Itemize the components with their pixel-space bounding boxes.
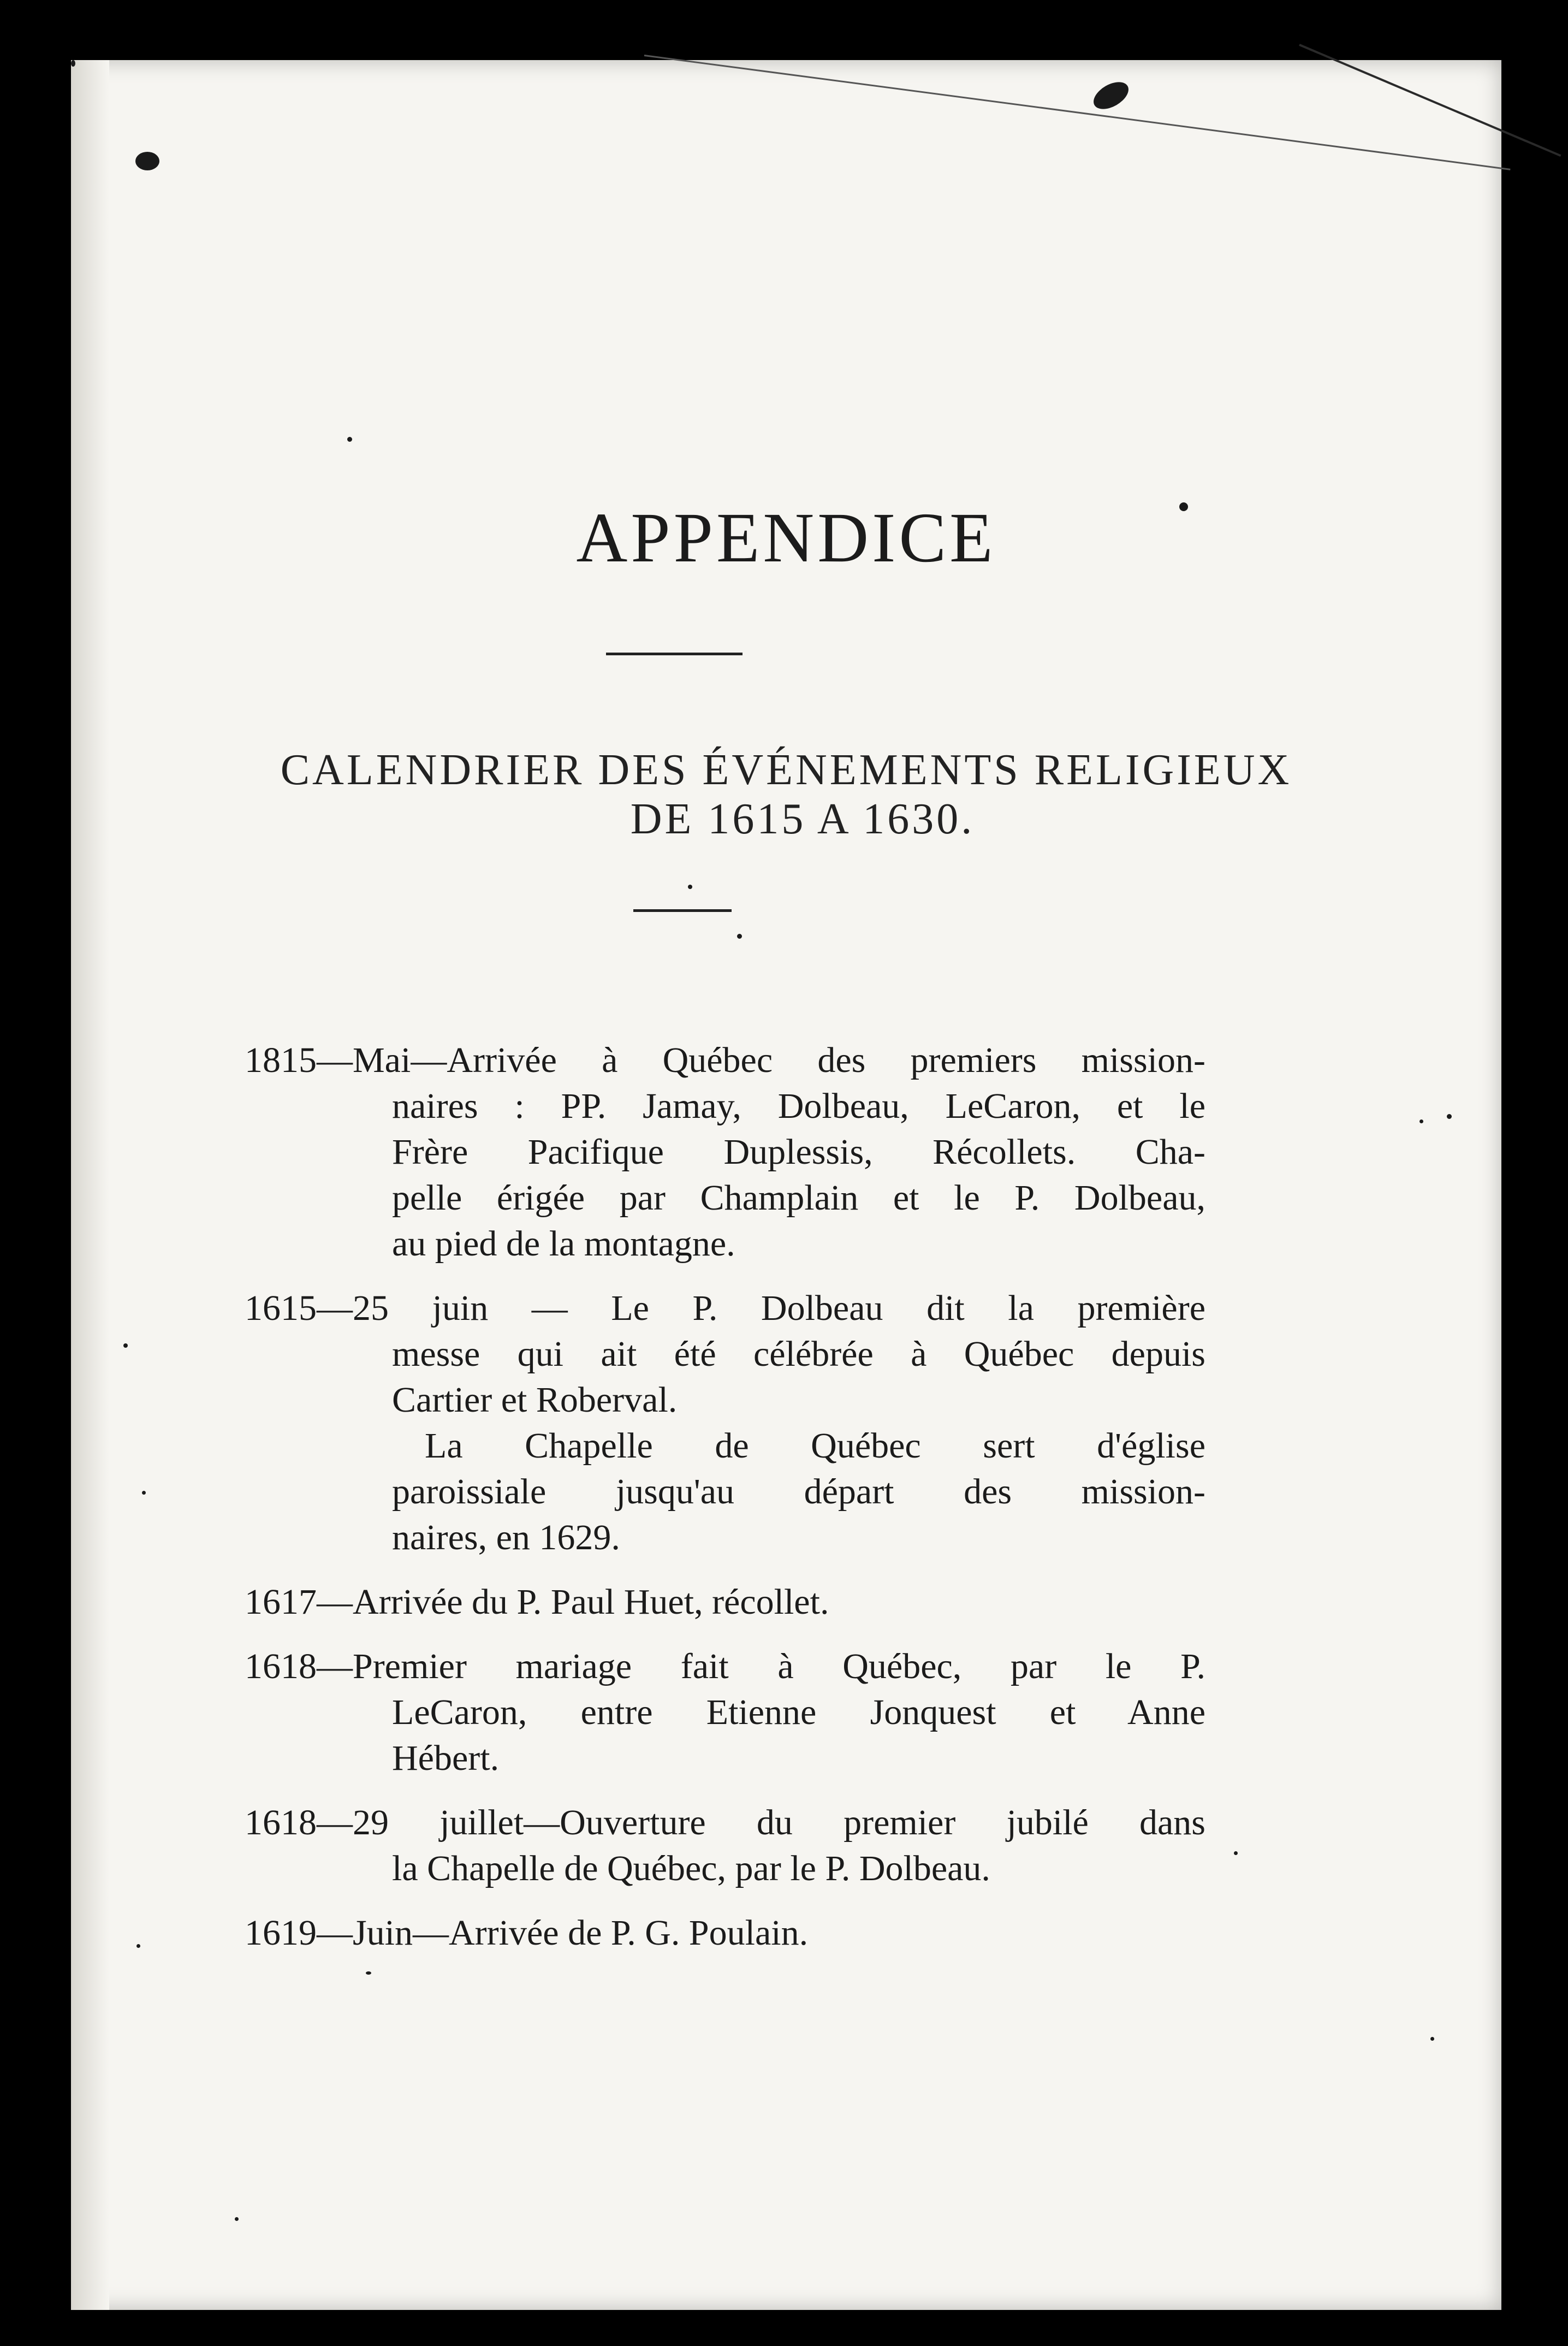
entry-line: 1615—25 juin — Le P. Dolbeau dit la première — [245, 1288, 1205, 1328]
entry-line: naires : PP. Jamay, Dolbeau, LeCaron, et le — [392, 1086, 1205, 1126]
event-entry — [245, 1038, 1205, 1267]
entry-line: LeCaron, entre Etienne Jonquest et Anne — [392, 1692, 1205, 1732]
entry-line: 1619—Juin—Arrivée de P. G. Poulain. — [245, 1913, 809, 1953]
ink-speck — [135, 152, 159, 170]
entry-line: 1618—29 juillet—Ouverture du premier jubilé dans — [245, 1803, 1205, 1843]
entry-line: messe qui ait été célébrée à Québec depuis — [392, 1334, 1205, 1374]
ink-speck — [71, 60, 75, 67]
ink-speck — [1430, 2037, 1434, 2041]
entry-line: Frère Pacifique Duplessis, Récollets. Cha- — [392, 1132, 1205, 1172]
ink-speck — [235, 2217, 239, 2221]
event-entry — [245, 1579, 1205, 1625]
entry-line: Hébert. — [392, 1738, 500, 1778]
entry-line: paroissiale jusqu'au départ des mission- — [392, 1472, 1205, 1512]
ink-speck — [688, 885, 692, 889]
ink-speck — [142, 1491, 146, 1495]
event-entry — [245, 1910, 1205, 1956]
page-title: APPENDICE — [576, 499, 996, 577]
calendar-heading-line-1: CALENDRIER DES ÉVÉNEMENTS RELIGIEUX — [280, 746, 1292, 794]
entry-line: au pied de la montagne. — [392, 1224, 735, 1264]
scan-artifact-line — [1299, 44, 1561, 157]
page-spine-shadow — [71, 60, 109, 2310]
ink-speck — [123, 1343, 128, 1348]
entry-line: 1617—Arrivée du P. Paul Huet, récollet. — [245, 1582, 829, 1622]
heading-divider — [633, 909, 732, 912]
ink-speck — [737, 934, 742, 939]
ink-speck — [136, 1944, 140, 1948]
ink-speck — [1447, 1114, 1452, 1119]
title-divider — [606, 653, 743, 655]
entry-line: la Chapelle de Québec, par le P. Dolbeau. — [392, 1849, 990, 1888]
ink-speck — [347, 437, 352, 442]
events-list — [245, 1038, 1205, 1975]
ink-speck — [1419, 1119, 1423, 1123]
ink-speck — [1234, 1851, 1238, 1855]
event-entry — [245, 1285, 1205, 1561]
entry-line: La Chapelle de Québec sert d'église — [425, 1426, 1205, 1466]
entry-line: 1815—Mai—Arrivée à Québec des premiers mission- — [245, 1040, 1205, 1080]
event-entry — [245, 1800, 1205, 1892]
scan-artifact-line — [644, 55, 1511, 170]
entry-line: pelle érigée par Champlain et le P. Dolbeau, — [392, 1178, 1205, 1218]
entry-line: Cartier et Roberval. — [392, 1380, 678, 1420]
calendar-heading-line-2: DE 1615 A 1630. — [630, 795, 975, 843]
event-entry — [245, 1644, 1205, 1781]
entry-line: 1618—Premier mariage fait à Québec, par le P. — [245, 1646, 1205, 1686]
document-page — [71, 60, 1501, 2310]
entry-line: naires, en 1629. — [392, 1518, 620, 1557]
ink-speck — [1089, 76, 1133, 115]
